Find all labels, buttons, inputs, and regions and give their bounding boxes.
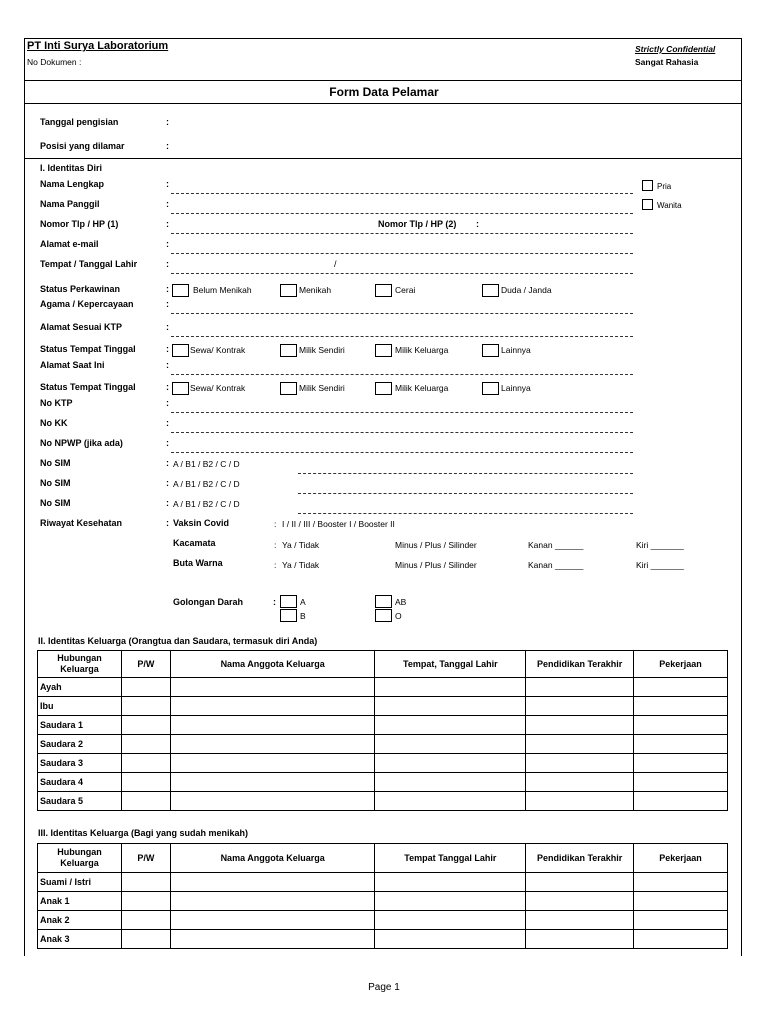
table-cell[interactable] <box>375 873 526 892</box>
column-header: Nama Anggota Keluarga <box>170 651 375 678</box>
marital-option-label: Duda / Janda <box>501 285 552 295</box>
kk-number-label: No KK <box>40 418 68 428</box>
sim-number-label: No SIM <box>40 478 71 488</box>
table-cell[interactable] <box>634 873 728 892</box>
row-label: Anak 3 <box>38 930 122 949</box>
sim-number-label: No SIM <box>40 498 71 508</box>
married-family-table <box>37 843 728 949</box>
table-row <box>38 792 728 811</box>
vaccine-options: I / II / III / Booster I / Booster II <box>282 519 395 529</box>
colon: : <box>166 360 169 370</box>
table-cell[interactable] <box>170 735 375 754</box>
marital-label: Status Perkawinan <box>40 284 121 294</box>
table-cell[interactable] <box>121 892 170 911</box>
table-cell[interactable] <box>170 773 375 792</box>
table-cell[interactable] <box>170 792 375 811</box>
section1-title: I. Identitas Diri <box>40 163 103 173</box>
page-number: Page 1 <box>368 982 400 993</box>
sim-types: A / B1 / B2 / C / D <box>173 459 240 469</box>
column-header: Pekerjaan <box>634 651 728 678</box>
full-name-label: Nama Lengkap <box>40 179 105 189</box>
frame-left <box>24 38 25 956</box>
colon: : <box>166 199 169 209</box>
sim-number-label: No SIM <box>40 458 71 468</box>
ktp-address-label: Alamat Sesuai KTP <box>40 322 123 332</box>
row-label: Anak 2 <box>38 911 122 930</box>
marital-option-label: Cerai <box>395 285 416 295</box>
table-cell[interactable] <box>634 930 728 949</box>
table-cell[interactable] <box>170 911 375 930</box>
sim-number-field[interactable] <box>298 493 633 494</box>
colon: : <box>166 418 169 428</box>
marital-option-label: Menikah <box>299 285 332 295</box>
row-label: Saudara 4 <box>38 773 122 792</box>
company-name: PT Inti Surya Laboratorium <box>27 40 169 52</box>
confidential-label-id: Sangat Rahasia <box>635 57 699 67</box>
row-label: Ibu <box>38 697 122 716</box>
table-cell[interactable] <box>121 792 170 811</box>
table-cell[interactable] <box>375 930 526 949</box>
birth-field[interactable] <box>171 273 633 274</box>
blood-a-checkbox[interactable] <box>280 595 297 608</box>
marital-option-label: Belum Menikah <box>193 285 252 295</box>
colon: : <box>274 540 277 550</box>
table-row <box>38 697 728 716</box>
table-cell[interactable] <box>526 754 634 773</box>
table-cell[interactable] <box>170 678 375 697</box>
color-blind-left-field[interactable]: Kiri _______ <box>636 560 684 570</box>
glasses-label: Kacamata <box>173 538 216 548</box>
marital-married-checkbox[interactable] <box>280 284 297 297</box>
divider-1 <box>24 80 741 81</box>
divider-2 <box>24 103 741 104</box>
table-cell[interactable] <box>375 911 526 930</box>
gender-male-label: Pria <box>657 182 672 191</box>
blood-option-label: A <box>300 597 306 607</box>
table-cell[interactable] <box>526 716 634 735</box>
color-blind-label: Buta Warna <box>173 558 223 568</box>
table-cell[interactable] <box>526 892 634 911</box>
divider-3 <box>24 158 741 159</box>
email-field[interactable] <box>171 253 633 254</box>
full-name-field[interactable] <box>171 193 633 194</box>
table-cell[interactable] <box>375 678 526 697</box>
table-cell[interactable] <box>634 735 728 754</box>
table-row <box>38 892 728 911</box>
table-cell[interactable] <box>375 792 526 811</box>
gender-female-checkbox[interactable] <box>642 199 653 210</box>
colon: : <box>166 284 169 294</box>
colon: : <box>166 117 169 127</box>
column-header: Pendidikan Terakhir <box>526 844 634 873</box>
table-cell[interactable] <box>121 716 170 735</box>
section2-title: II. Identitas Keluarga (Orangtua dan Saudara, termasuk diri Anda) <box>38 636 318 646</box>
birth-separator: / <box>334 259 337 269</box>
table-row <box>38 735 728 754</box>
table-cell[interactable] <box>121 735 170 754</box>
colon: : <box>166 478 169 488</box>
color-blind-right-field[interactable]: Kanan ______ <box>528 560 584 570</box>
religion-label: Agama / Kepercayaan <box>40 299 134 309</box>
blood-option-label: B <box>300 611 306 621</box>
colon: : <box>166 398 169 408</box>
residence-option-label: Lainnya <box>501 383 531 393</box>
residence-family-checkbox[interactable] <box>375 382 392 395</box>
glasses-right-field[interactable]: Kanan ______ <box>528 540 584 550</box>
table-cell[interactable] <box>526 735 634 754</box>
sim-types: A / B1 / B2 / C / D <box>173 499 240 509</box>
gender-female-label: Wanita <box>657 201 682 210</box>
colon: : <box>166 438 169 448</box>
blood-type-label: Golongan Darah <box>173 597 244 607</box>
colon: : <box>166 382 169 392</box>
column-header: Nama Anggota Keluarga <box>170 844 375 873</box>
confidential-label: Strictly Confidential <box>635 44 716 54</box>
phone1-label: Nomor Tlp / HP (1) <box>40 219 119 229</box>
phone2-label: Nomor Tlp / HP (2) <box>378 219 457 229</box>
sim-number-field[interactable] <box>298 473 633 474</box>
form-title: Form Data Pelamar <box>329 85 439 99</box>
column-header: P/W <box>121 844 170 873</box>
row-label: Saudara 1 <box>38 716 122 735</box>
current-address-field[interactable] <box>171 374 633 375</box>
table-cell[interactable] <box>121 773 170 792</box>
colon: : <box>476 219 479 229</box>
colon: : <box>166 322 169 332</box>
table-cell[interactable] <box>634 697 728 716</box>
colon: : <box>166 179 169 189</box>
residence-option-label: Sewa/ Kontrak <box>190 383 246 393</box>
table-row <box>38 930 728 949</box>
colon: : <box>166 344 169 354</box>
gender-male-checkbox[interactable] <box>642 180 653 191</box>
table-cell[interactable] <box>375 716 526 735</box>
table-cell[interactable] <box>526 678 634 697</box>
column-header: Hubungan Keluarga <box>38 651 122 678</box>
family-table <box>37 650 728 811</box>
blood-b-checkbox[interactable] <box>280 609 297 622</box>
residence-option-label: Milik Keluarga <box>395 345 449 355</box>
marital-widowed-checkbox[interactable] <box>482 284 499 297</box>
blood-option-label: O <box>395 611 402 621</box>
residence-rent-checkbox[interactable] <box>172 382 189 395</box>
column-header: Pekerjaan <box>634 844 728 873</box>
religion-field[interactable] <box>171 313 633 314</box>
table-cell[interactable] <box>526 911 634 930</box>
table-cell[interactable] <box>634 773 728 792</box>
residence-option-label: Lainnya <box>501 345 531 355</box>
colon: : <box>166 259 169 269</box>
table-cell[interactable] <box>526 873 634 892</box>
table-cell[interactable] <box>170 697 375 716</box>
residence-status-label: Status Tempat Tinggal <box>40 382 136 392</box>
row-label: Saudara 2 <box>38 735 122 754</box>
marital-single-checkbox[interactable] <box>172 284 189 297</box>
vaccine-label: Vaksin Covid <box>173 518 230 528</box>
ktp-number-field[interactable] <box>171 412 633 413</box>
fill-date-label: Tanggal pengisian <box>40 117 119 127</box>
row-label: Saudara 3 <box>38 754 122 773</box>
residence-status-label: Status Tempat Tinggal <box>40 344 136 354</box>
residence-rent-checkbox[interactable] <box>172 344 189 357</box>
blood-option-label: AB <box>395 597 407 607</box>
column-header: P/W <box>121 651 170 678</box>
colon: : <box>166 299 169 309</box>
column-header: Pendidikan Terakhir <box>526 651 634 678</box>
table-cell[interactable] <box>634 792 728 811</box>
table-cell[interactable] <box>170 930 375 949</box>
colon: : <box>166 219 169 229</box>
colon: : <box>273 597 276 607</box>
marital-divorced-checkbox[interactable] <box>375 284 392 297</box>
row-label: Saudara 5 <box>38 792 122 811</box>
frame-right <box>741 38 742 956</box>
table-cell[interactable] <box>121 697 170 716</box>
colon: : <box>274 519 277 529</box>
color-blind-lens-type: Minus / Plus / Silinder <box>395 560 477 570</box>
ktp-address-field[interactable] <box>171 336 633 337</box>
nickname-field[interactable] <box>171 213 633 214</box>
section3-title: III. Identitas Keluarga (Bagi yang sudah menikah) <box>38 828 249 838</box>
table-cell[interactable] <box>375 773 526 792</box>
colon: : <box>166 498 169 508</box>
residence-family-checkbox[interactable] <box>375 344 392 357</box>
colon: : <box>166 141 169 151</box>
npwp-number-label: No NPWP (jika ada) <box>40 438 123 448</box>
column-header: Hubungan Keluarga <box>38 844 122 873</box>
ktp-number-label: No KTP <box>40 398 73 408</box>
colon: : <box>274 560 277 570</box>
table-cell[interactable] <box>170 716 375 735</box>
table-cell[interactable] <box>634 754 728 773</box>
table-row <box>38 773 728 792</box>
table-cell[interactable] <box>634 911 728 930</box>
table-cell[interactable] <box>375 754 526 773</box>
table-cell[interactable] <box>170 873 375 892</box>
nickname-label: Nama Panggil <box>40 199 100 209</box>
position-label: Posisi yang dilamar <box>40 141 125 151</box>
residence-other-checkbox[interactable] <box>482 382 499 395</box>
residence-option-label: Sewa/ Kontrak <box>190 345 246 355</box>
residence-option-label: Milik Keluarga <box>395 383 449 393</box>
table-cell[interactable] <box>170 892 375 911</box>
residence-other-checkbox[interactable] <box>482 344 499 357</box>
table-row <box>38 716 728 735</box>
blood-o-checkbox[interactable] <box>375 609 392 622</box>
email-label: Alamat e-mail <box>40 239 99 249</box>
table-cell[interactable] <box>526 697 634 716</box>
health-history-label: Riwayat Kesehatan <box>40 518 123 528</box>
color-blind-yes-no: Ya / Tidak <box>282 560 320 570</box>
table-cell[interactable] <box>634 892 728 911</box>
table-cell[interactable] <box>121 754 170 773</box>
residence-option-label: Milik Sendiri <box>299 345 345 355</box>
table-cell[interactable] <box>121 911 170 930</box>
table-cell[interactable] <box>526 792 634 811</box>
colon: : <box>166 458 169 468</box>
residence-own-checkbox[interactable] <box>280 344 297 357</box>
table-row <box>38 911 728 930</box>
colon: : <box>166 518 169 528</box>
table-cell[interactable] <box>170 754 375 773</box>
blood-ab-checkbox[interactable] <box>375 595 392 608</box>
kk-number-field[interactable] <box>171 432 633 433</box>
row-label: Anak 1 <box>38 892 122 911</box>
table-cell[interactable] <box>121 678 170 697</box>
residence-own-checkbox[interactable] <box>280 382 297 395</box>
table-cell[interactable] <box>375 697 526 716</box>
table-cell[interactable] <box>375 892 526 911</box>
row-label: Suami / Istri <box>38 873 122 892</box>
table-cell[interactable] <box>375 735 526 754</box>
phone-field[interactable] <box>171 233 633 234</box>
table-cell[interactable] <box>121 873 170 892</box>
table-cell[interactable] <box>526 773 634 792</box>
sim-number-field[interactable] <box>298 513 633 514</box>
row-label: Ayah <box>38 678 122 697</box>
current-address-label: Alamat Saat Ini <box>40 360 105 370</box>
glasses-lens-type: Minus / Plus / Silinder <box>395 540 477 550</box>
sim-types: A / B1 / B2 / C / D <box>173 479 240 489</box>
table-cell[interactable] <box>526 930 634 949</box>
table-cell[interactable] <box>634 716 728 735</box>
table-row <box>38 754 728 773</box>
column-header: Tempat Tanggal Lahir <box>375 844 526 873</box>
table-cell[interactable] <box>634 678 728 697</box>
npwp-number-field[interactable] <box>171 452 633 453</box>
birth-label: Tempat / Tanggal Lahir <box>40 259 138 269</box>
column-header: Tempat, Tanggal Lahir <box>375 651 526 678</box>
colon: : <box>166 239 169 249</box>
glasses-left-field[interactable]: Kiri _______ <box>636 540 684 550</box>
table-cell[interactable] <box>121 930 170 949</box>
table-row <box>38 873 728 892</box>
document-number-label: No Dokumen : <box>27 57 82 67</box>
residence-option-label: Milik Sendiri <box>299 383 345 393</box>
glasses-yes-no: Ya / Tidak <box>282 540 320 550</box>
frame-top <box>24 38 741 39</box>
table-row <box>38 678 728 697</box>
